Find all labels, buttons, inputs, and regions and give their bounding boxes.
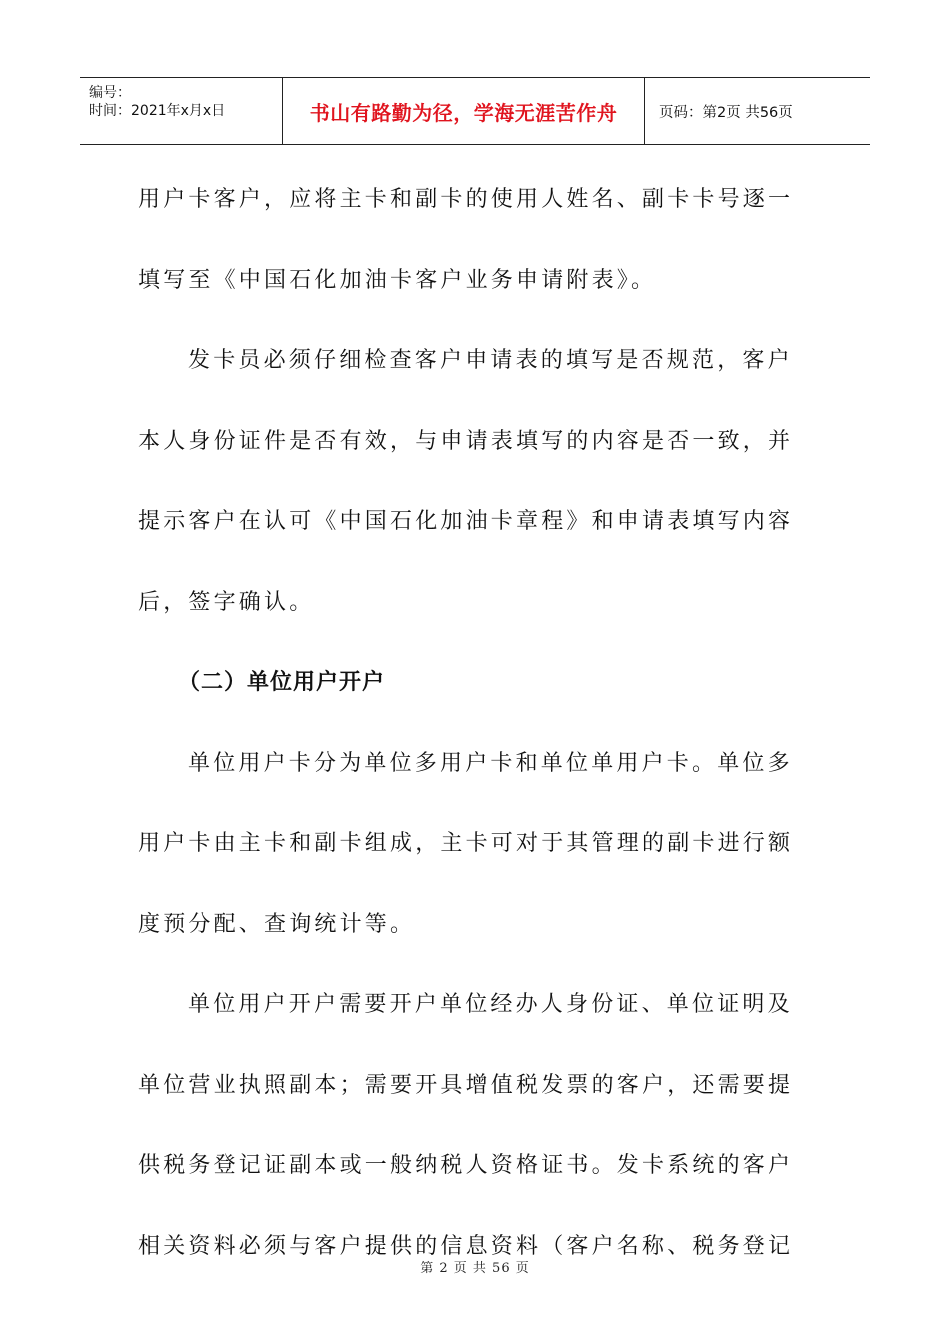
body-line: 相关资料必须与客户提供的信息资料（客户名称、税务登记 bbox=[138, 1233, 794, 1259]
body-line: 后，签字确认。 bbox=[138, 589, 315, 615]
body-line: 用户卡由主卡和副卡组成，主卡可对于其管理的副卡进行额 bbox=[138, 831, 794, 856]
section-heading: （二）单位用户开户 bbox=[178, 670, 386, 695]
header-motto-cell bbox=[283, 78, 645, 144]
page-header bbox=[80, 77, 870, 145]
paragraph-start: 单位用户卡分为单位多用户卡和单位单用户卡。单位多 bbox=[188, 750, 793, 776]
body-line: 提示客户在认可《中国石化加油卡章程》和申请表填写内容 bbox=[138, 509, 794, 534]
body-line: 供税务登记证副本或一般纳税人资格证书。发卡系统的客户 bbox=[138, 1153, 794, 1178]
header-meta-cell bbox=[80, 78, 283, 144]
body-line: 用户卡客户，应将主卡和副卡的使用人姓名、副卡卡号逐一 bbox=[138, 187, 794, 212]
body-line: 本人身份证件是否有效，与申请表填写的内容是否一致，并 bbox=[138, 428, 794, 454]
header-page-number: 页码：第2页 共56页 bbox=[659, 104, 793, 121]
motto-text: 书山有路勤为径，学海无涯苦作舟 bbox=[309, 100, 618, 125]
header-page-cell bbox=[645, 78, 870, 144]
body-line: 填写至《中国石化加油卡客户业务申请附表》。 bbox=[138, 267, 657, 293]
body-line: 度预分配、查询统计等。 bbox=[138, 911, 416, 937]
document-number: 编号： bbox=[89, 85, 131, 101]
document-date: 时间：2021年x月x日 bbox=[89, 103, 226, 119]
page-footer: 第 2 页 共 56 页 bbox=[420, 1261, 530, 1276]
paragraph-start: 单位用户开户需要开户单位经办人身份证、单位证明及 bbox=[188, 992, 793, 1017]
body-line: 单位营业执照副本；需要开具增值税发票的客户，还需要提 bbox=[138, 1072, 794, 1098]
paragraph-start: 发卡员必须仔细检查客户申请表的填写是否规范，客户 bbox=[188, 348, 793, 373]
document-body bbox=[138, 160, 814, 1287]
